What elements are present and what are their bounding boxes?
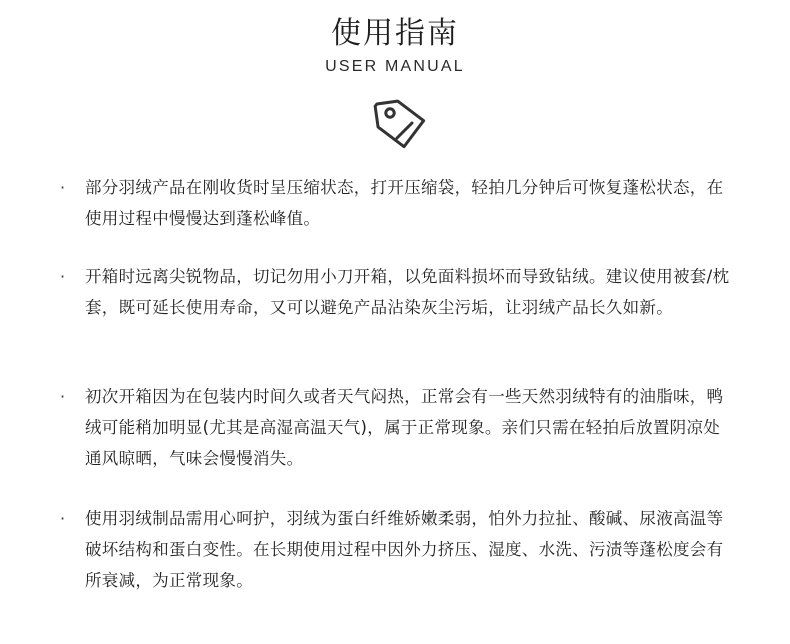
list-item-text: 开箱时远离尖锐物品，切记勿用小刀开箱，以免面料损坏而导致钻绒。建议使用被套/枕套，既可延长使用寿命，又可以避免产品沾染灰尘污垢，让羽绒产品长久如新。 [85,267,730,317]
manual-header [0,14,790,77]
page-subtitle: USER MANUAL [325,58,465,75]
list-item-text: 使用羽绒制品需用心呵护，羽绒为蛋白纤维娇嫩柔弱，怕外力拉扯、酸碱、尿液高温等破坏结构和蛋白变性。在长期使用过程中因外力挤压、湿度、水洗、污渍等蓬松度会有所衰减，为正常现象。 [85,509,724,590]
list-item-text: 初次开箱因为在包装内时间久或者天气闷热，正常会有一些天然羽绒特有的油脂味，鸭绒可能稍加明显(尤其是高湿高温天气)，属于正常现象。亲们只需在轻拍后放置阴凉处通风晾晒，气味会慢慢消失。 [85,387,724,468]
bullet-icon: · [60,178,66,197]
bullet-icon: · [60,267,66,286]
page-title: 使用指南 [331,16,459,51]
bullet-icon: · [60,509,66,528]
list-item-text: 部分羽绒产品在刚收货时呈压缩状态，打开压缩袋，轻拍几分钟后可恢复蓬松状态，在使用过程中慢慢达到蓬松峰值。 [85,178,724,228]
tag-icon [372,97,428,153]
bullet-icon: · [60,387,66,406]
